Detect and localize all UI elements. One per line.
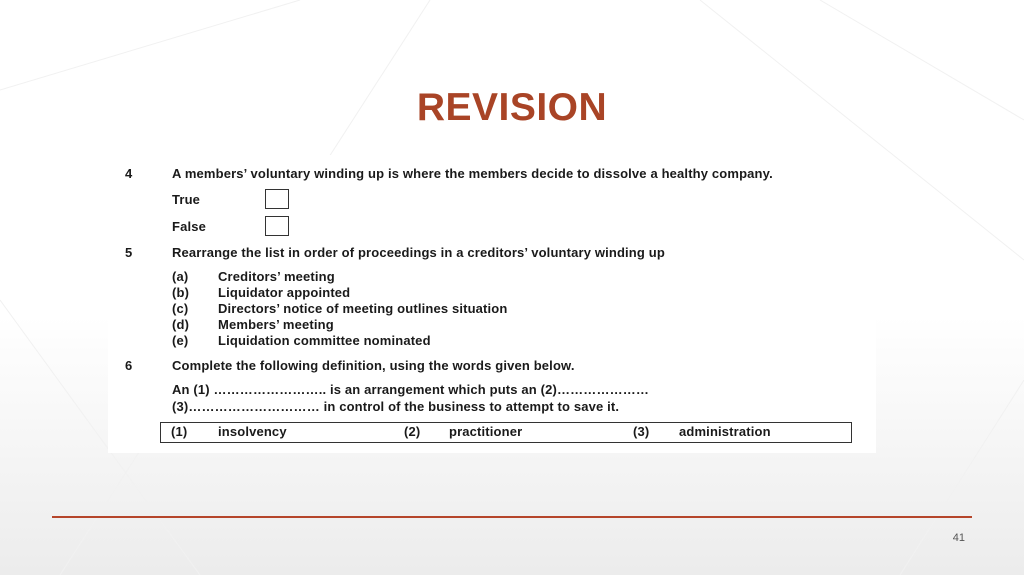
option-false-label: False xyxy=(172,219,206,234)
question-5-text: Rearrange the list in order of proceedings in a creditors’ voluntary winding up xyxy=(172,245,665,260)
question-6-number: 6 xyxy=(125,358,133,373)
question-6-text: Complete the following definition, using the words given below. xyxy=(172,358,575,373)
false-checkbox[interactable] xyxy=(265,216,289,236)
scanned-question-panel xyxy=(108,155,876,453)
definition-line-2: (3)………………………… in control of the business to attempt to save it. xyxy=(172,399,620,414)
list-item: Members’ meeting xyxy=(218,317,334,332)
word-key: (2) xyxy=(404,424,421,439)
page-number: 41 xyxy=(952,532,965,544)
definition-line-1: An (1) …………………….. is an arrangement which puts an (2)………………… xyxy=(172,382,650,397)
list-item-key: (e) xyxy=(172,333,189,348)
list-item-key: (c) xyxy=(172,301,189,316)
word-bank-item: administration xyxy=(679,424,771,439)
slide-title: REVISION xyxy=(416,86,608,129)
footer-divider xyxy=(52,516,972,518)
list-item: Liquidation committee nominated xyxy=(218,333,431,348)
option-true-label: True xyxy=(172,192,201,207)
word-key: (1) xyxy=(171,424,188,439)
word-key: (3) xyxy=(633,424,650,439)
list-item: Liquidator appointed xyxy=(218,285,351,300)
question-4-text: A members’ voluntary winding up is where the members decide to dissolve a healthy company. xyxy=(172,166,773,181)
question-5-number: 5 xyxy=(125,245,133,260)
question-4-number: 4 xyxy=(125,166,133,181)
list-item: Creditors’ meeting xyxy=(218,269,335,284)
list-item-key: (b) xyxy=(172,285,190,300)
list-item-key: (a) xyxy=(172,269,189,284)
word-bank-item: practitioner xyxy=(449,424,523,439)
list-item: Directors’ notice of meeting outlines situation xyxy=(218,301,508,316)
word-bank-item: insolvency xyxy=(218,424,287,439)
list-item-key: (d) xyxy=(172,317,190,332)
word-bank-box xyxy=(160,422,852,443)
true-checkbox[interactable] xyxy=(265,189,289,209)
